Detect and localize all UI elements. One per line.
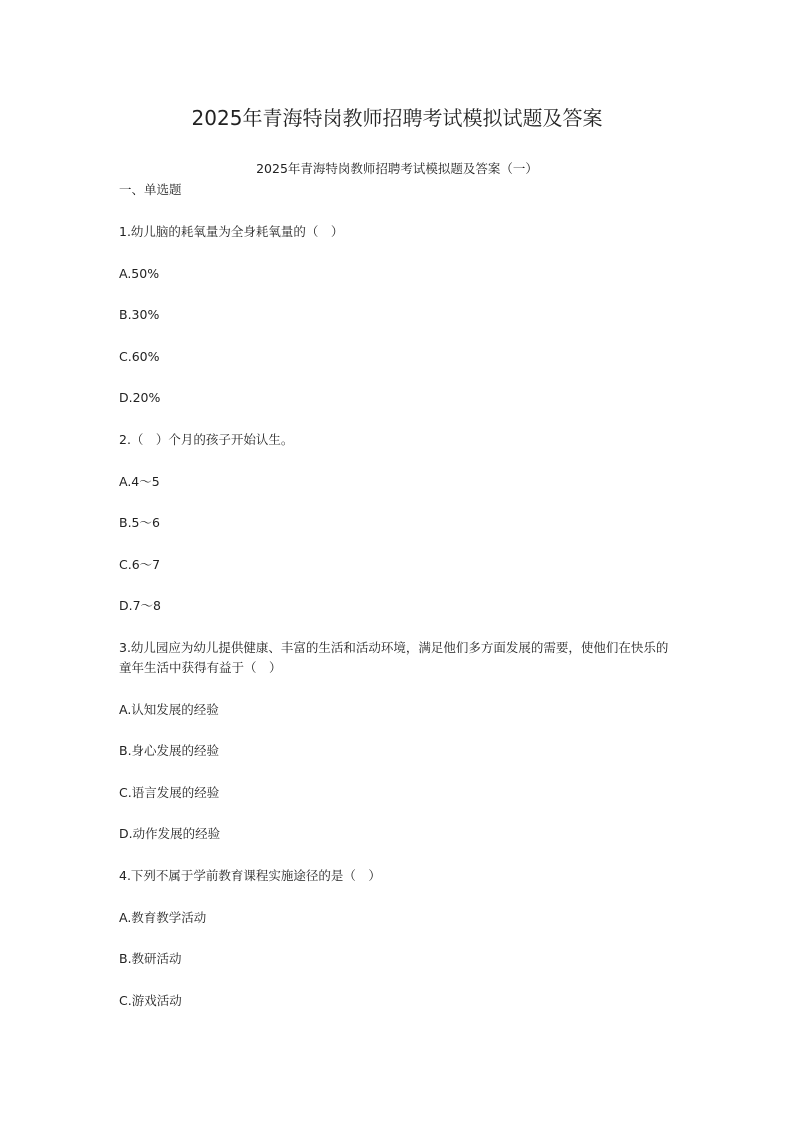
answer-option: A.教育教学活动 <box>119 909 207 925</box>
answer-option: A.50% <box>119 265 160 281</box>
question-list <box>119 222 669 1032</box>
answer-option: C.语言发展的经验 <box>119 784 220 800</box>
answer-option: A.4～5 <box>119 473 160 489</box>
answer-option: C.游戏活动 <box>119 992 182 1008</box>
answer-option: C.6～7 <box>119 556 161 572</box>
answer-option: D.20% <box>119 390 161 406</box>
answer-option: B.身心发展的经验 <box>119 743 220 759</box>
question-text: 4.下列不属于学前教育课程实施途径的是（ ） <box>119 867 381 883</box>
answer-option: D.动作发展的经验 <box>119 826 221 842</box>
answer-option: B.30% <box>119 307 160 323</box>
answer-option: D.7～8 <box>119 598 162 614</box>
question-text: 3.幼儿园应为幼儿提供健康、丰富的生活和活动环境，满足他们多方面发展的需要，使他们在快乐的童年生活中获得有益于（ ） <box>119 639 669 675</box>
answer-option: C.60% <box>119 348 160 364</box>
question-text: 2.（ ）个月的孩子开始认生。 <box>119 431 294 447</box>
answer-option: B.教研活动 <box>119 951 182 967</box>
question-text: 1.幼儿脑的耗氧量为全身耗氧量的（ ） <box>119 224 344 239</box>
document-subtitle: 2025年青海特岗教师招聘考试模拟题及答案（一） <box>256 161 538 176</box>
answer-option: B.5～6 <box>119 515 160 531</box>
section-heading: 一、单选题 <box>119 182 182 197</box>
answer-option: A.认知发展的经验 <box>119 701 219 717</box>
document-title: 2025年青海特岗教师招聘考试模拟试题及答案 <box>191 106 603 130</box>
